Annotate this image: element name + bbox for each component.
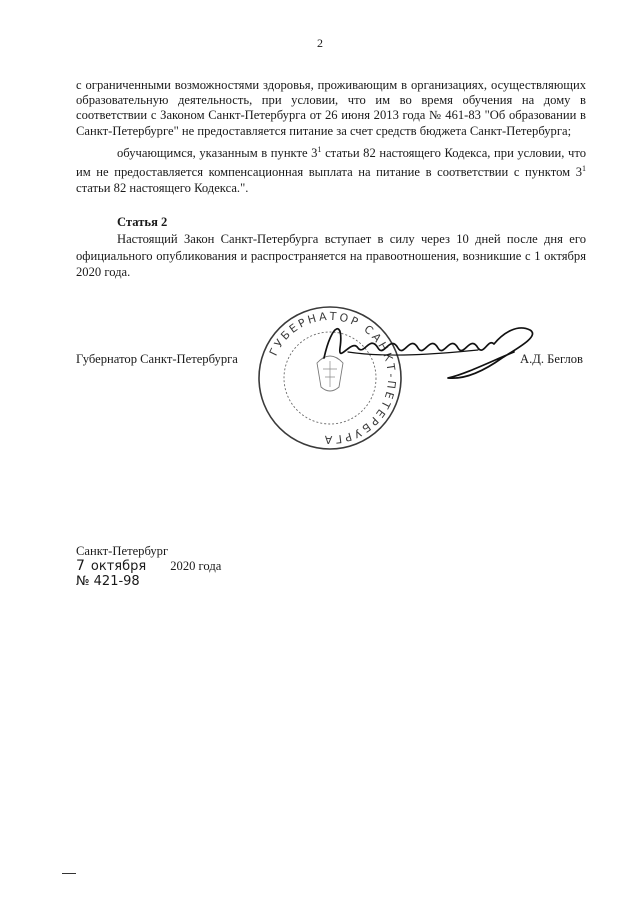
superscript-marker: 1 xyxy=(317,144,322,154)
paragraph-text-part: обучающимся, указанным в пункте 3 xyxy=(117,146,318,160)
signature-underline xyxy=(348,350,478,355)
date-year: 2020 года xyxy=(170,559,222,573)
article-body xyxy=(76,231,586,281)
article-heading: Статья 2 xyxy=(117,215,168,229)
signatory-title: Губернатор Санкт-Петербурга xyxy=(76,352,238,366)
law-number: № 421-98 xyxy=(76,574,140,589)
superscript-marker: 1 xyxy=(582,164,586,174)
signing-date xyxy=(76,559,221,574)
signing-city: Санкт-Петербург xyxy=(76,544,169,558)
page-corner-mark xyxy=(62,873,76,874)
seal-ring-textpath: ГУБЕРНАТОР САНКТ-ПЕТЕРБУРГА xyxy=(266,309,399,447)
paragraph-text-part: статьи 82 настоящего Кодекса, при условии, что им не предоставляется компенсационная выплата на питание в соответствии с пунктом 3 xyxy=(76,146,586,180)
signatory-name: А.Д. Беглов xyxy=(520,352,584,366)
page-number: 2 xyxy=(317,36,323,50)
paragraph-disabled-students: с ограниченными возможностями здоровья, проживающим в организациях, осуществляющих образовательную деятельность, при условии, что им во время обучения на дому в соответствии с Законом Санкт-Петербурга от 26 июня 2013 года № 461-83 "Об образовании в Санкт-Петербурге" не предоставляется питание за счет средств бюджета Санкт-Петербурга; xyxy=(76,78,586,138)
date-day: 7 xyxy=(76,558,85,574)
date-month: октября xyxy=(90,559,147,574)
handwritten-signature xyxy=(318,314,553,384)
article-paragraph: Настоящий Закон Санкт-Петербурга вступает в силу через 10 дней после дня его официального опубликования и распространяется на правоотношения, возникшие с 1 октября 2020 года. xyxy=(76,232,586,279)
paragraph-students-compensation xyxy=(76,142,586,196)
document-footer xyxy=(76,544,221,589)
paragraph-text-part: статьи 82 настоящего Кодекса.". xyxy=(76,180,249,195)
law-amendment-text xyxy=(76,78,586,196)
